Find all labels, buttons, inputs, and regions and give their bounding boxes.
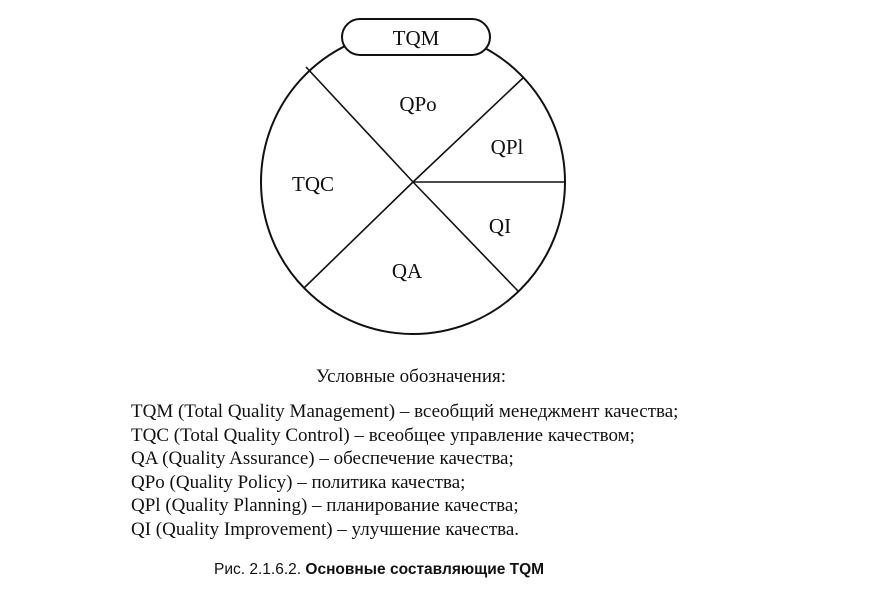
figure-caption	[214, 561, 544, 579]
tqm-label: TQM	[392, 26, 440, 50]
legend-item-qi: QI (Quality Improvement) – улучшение качества.	[131, 518, 520, 540]
legend-heading: Условные обозначения:	[316, 366, 507, 387]
legend-item-qpo: QPo (Quality Policy) – политика качества;	[131, 471, 466, 493]
legend-item-qpl: QPl (Quality Planning) – планирование качества;	[131, 495, 519, 516]
segment-label-qpl: QPl	[490, 135, 524, 159]
segment-label-qa: QA	[391, 259, 423, 283]
segment-label-qi: QI	[488, 214, 512, 238]
segment-label-qpo: QPo	[399, 92, 437, 116]
legend-item-qa: QA (Quality Assurance) – обеспечение качества;	[131, 448, 514, 469]
legend-item-tqc: TQC (Total Quality Control) – всеобщее управление качеством;	[131, 424, 635, 446]
segment-label-tqc: TQC	[292, 172, 334, 196]
caption-number: Рис. 2.1.6.2.	[214, 561, 302, 578]
divider-line-upper-left	[306, 67, 413, 182]
caption-title: Основные составляющие TQM	[305, 561, 545, 578]
legend-item-tqm: TQM (Total Quality Management) – всеобщий менеджмент качества;	[131, 401, 679, 422]
legend-list	[131, 400, 678, 541]
